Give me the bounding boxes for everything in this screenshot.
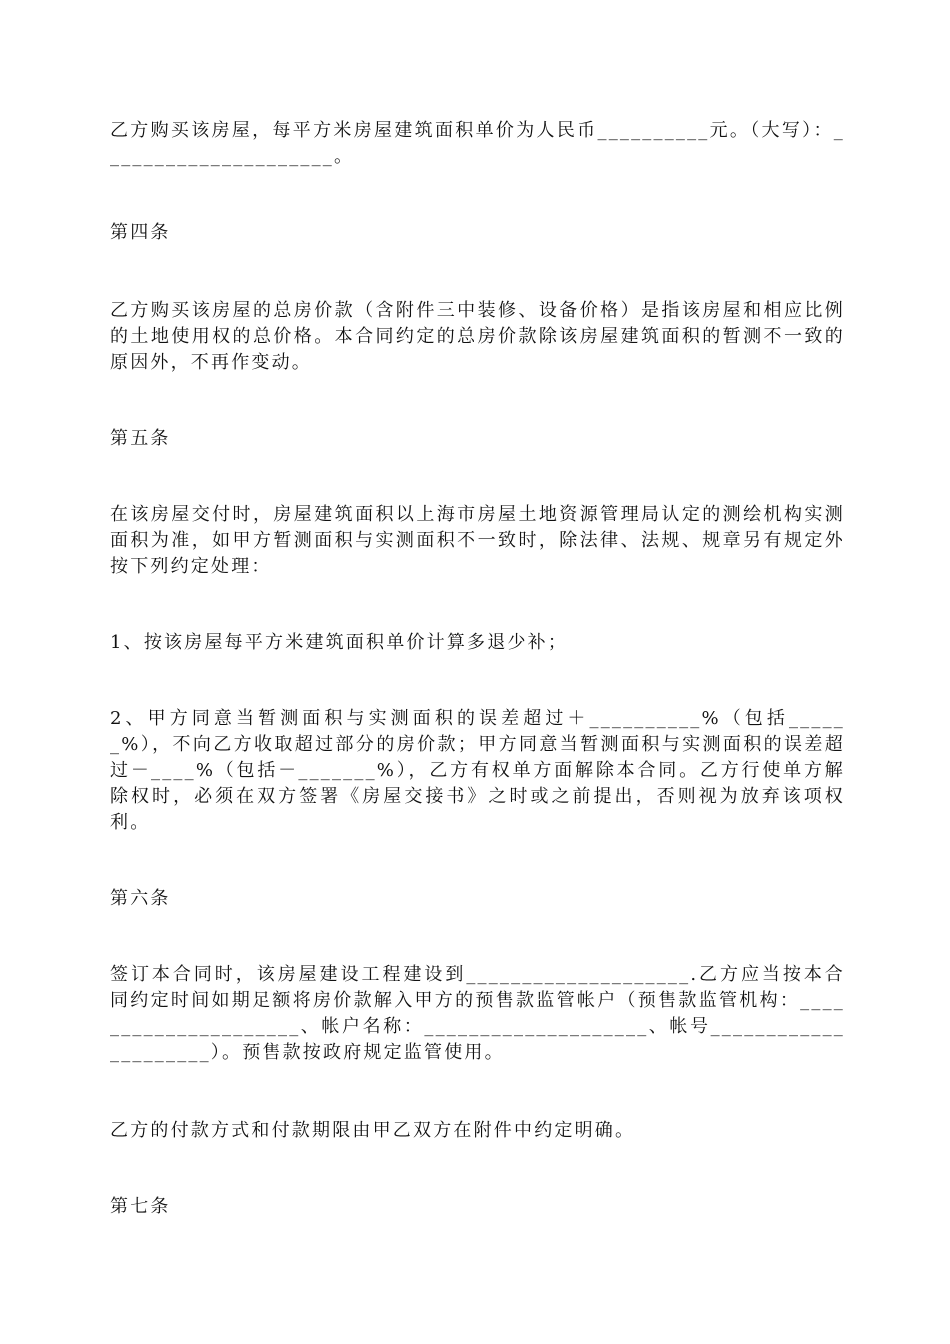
payment-method-paragraph: 乙方的付款方式和付款期限由甲乙双方在附件中约定明确。 xyxy=(110,1120,636,1141)
article-6-heading: 第六条 xyxy=(110,888,171,909)
article-7-heading: 第七条 xyxy=(110,1196,171,1217)
payment-paragraph: 签订本合同时，该房屋建设工程建设到____________________.乙方应当按本合同约定时间如期足额将房价款解入甲方的预售款监管帐户（预售款监管机构：_____________________、帐户名称：____________________、帐号_____________________）。预售款按政府规定监管使用。 xyxy=(110,964,845,1063)
area-paragraph: 在该房屋交付时，房屋建筑面积以上海市房屋土地资源管理局认定的测绘机构实测面积为准，如甲方暂测面积与实测面积不一致时，除法律、法规、规章另有规定外按下列约定处理： xyxy=(110,504,845,577)
total-price-paragraph: 乙方购买该房屋的总房价款（含附件三中装修、设备价格）是指该房屋和相应比例的土地使用权的总价格。本合同约定的总房价款除该房屋建筑面积的暂测不一致的原因外，不再作变动。 xyxy=(110,300,845,373)
article-5-heading: 第五条 xyxy=(110,428,171,449)
clause-item-2: 2、甲方同意当暂测面积与实测面积的误差超过＋__________%（包括______%），不向乙方收取超过部分的房价款；甲方同意当暂测面积与实测面积的误差超过－____%（包括－_______%），乙方有权单方面解除本合同。乙方行使单方解除权时，必须在双方签署《房屋交接书》之时或之前提出，否则视为放弃该项权利。 xyxy=(110,708,845,833)
article-4-heading: 第四条 xyxy=(110,222,171,243)
price-paragraph: 乙方购买该房屋，每平方米房屋建筑面积单价为人民币__________元。（大写）：_____________________。 xyxy=(110,120,845,167)
contract-page xyxy=(110,118,845,1220)
clause-item-1: 1、按该房屋每平方米建筑面积单价计算多退少补； xyxy=(110,632,569,653)
